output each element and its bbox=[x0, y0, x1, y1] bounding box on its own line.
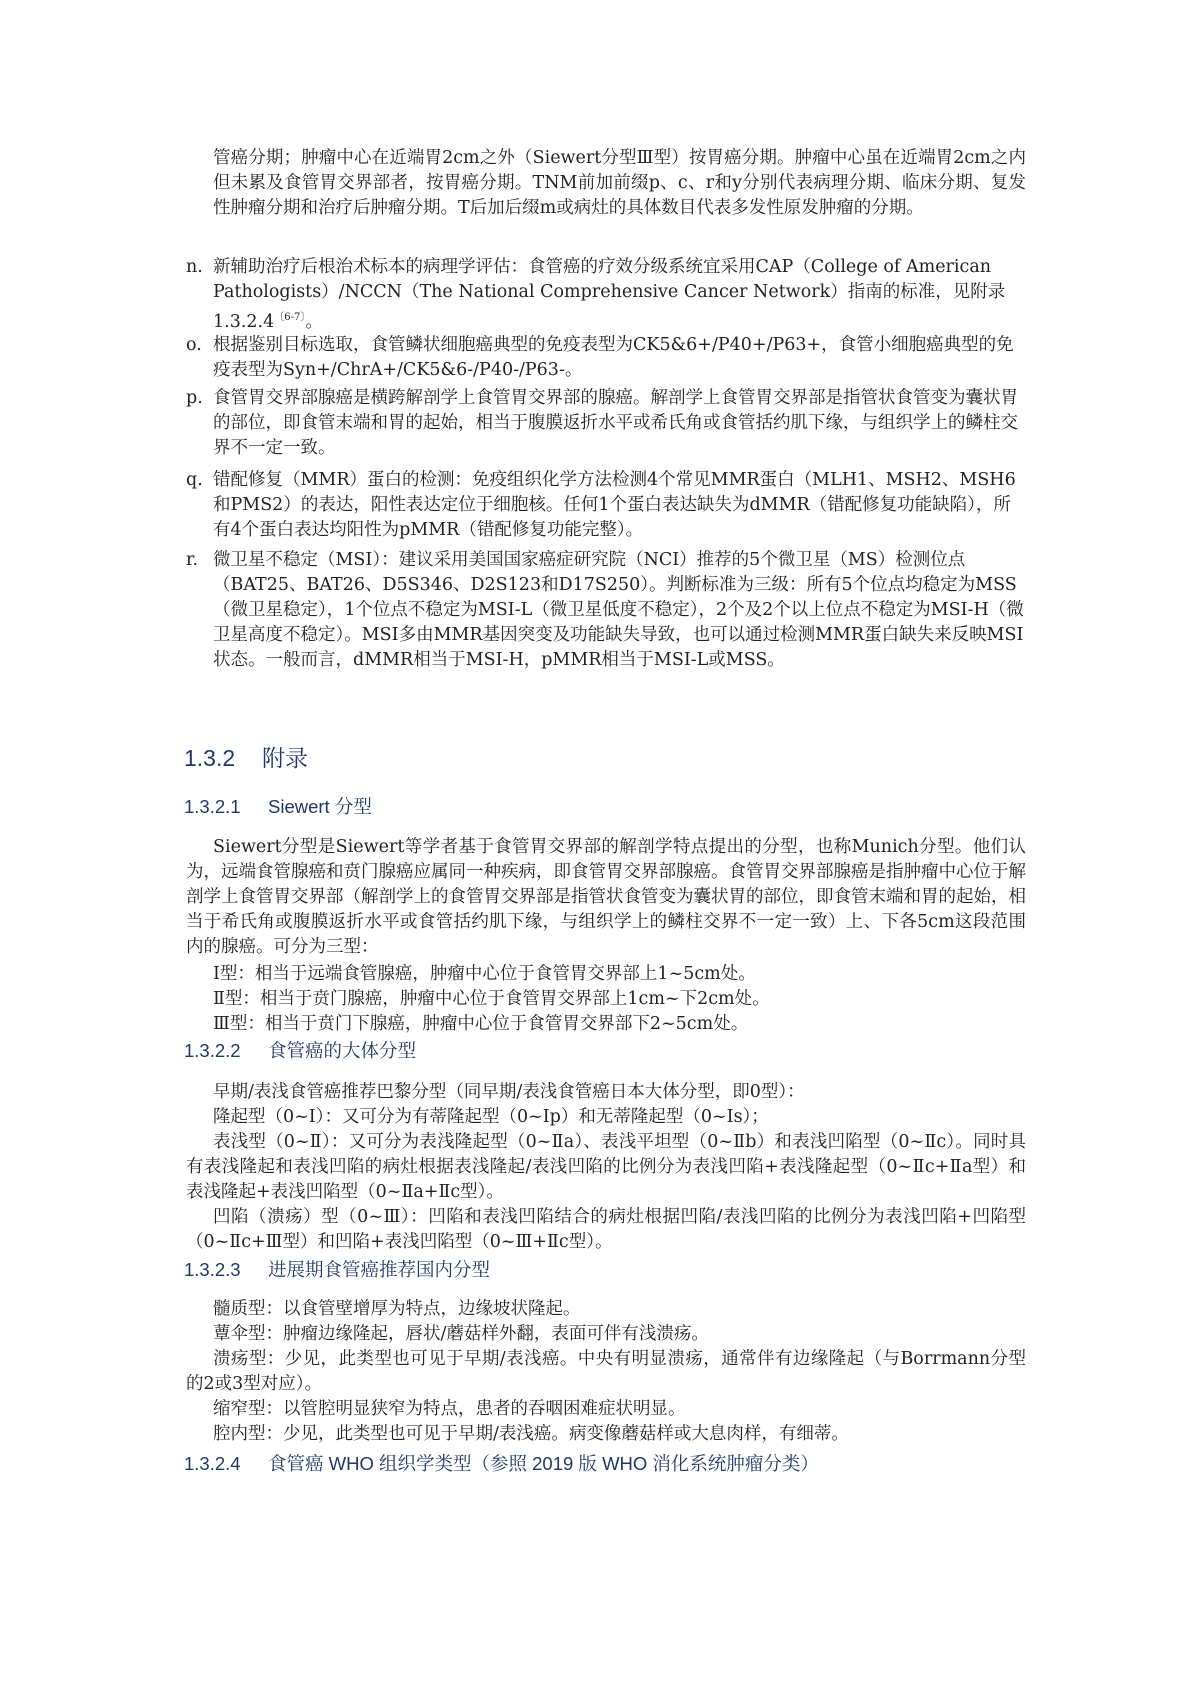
subsection-title: 进展期食管癌推荐国内分型 bbox=[268, 1259, 491, 1280]
note-p bbox=[186, 386, 1026, 461]
subsection-heading-gross-type bbox=[184, 1037, 416, 1063]
subsection-number: 1.3.2.4 bbox=[184, 1453, 241, 1474]
siewert-type-3: Ⅲ型：相当于贲门下腺癌，肿瘤中心位于食管胃交界部下2~5cm处。 bbox=[213, 1014, 749, 1034]
note-label: o. bbox=[186, 335, 202, 355]
citation-ref: 〔6-7〕 bbox=[274, 312, 306, 323]
gross-type-paragraph-depressed: 凹陷（溃疡）型（0~Ⅲ）：凹陷和表浅凹陷结合的病灶根据凹陷/表浅凹陷的比例分为表浅凹陷+凹陷型（0~Ⅱc+Ⅲ型）和凹陷+表浅凹陷型（0~Ⅲ+Ⅱc型）。 bbox=[186, 1207, 1026, 1252]
note-r bbox=[186, 548, 1026, 673]
note-tail: 。 bbox=[305, 311, 323, 332]
gross-type-line-2: 隆起型（0~Ⅰ）：又可分为有蒂隆起型（0~Ⅰp）和无蒂隆起型（0~Ⅰs）； bbox=[213, 1107, 769, 1127]
gross-type-paragraph-superficial: 表浅型（0~Ⅱ）：又可分为表浅隆起型（0~Ⅱa）、表浅平坦型（0~Ⅱb）和表浅凹陷型（0~Ⅱc）。同时具有表浅隆起和表浅凹陷的病灶根据表浅隆起/表浅凹陷的比例分为表浅凹陷+表浅隆起型（0~Ⅱc+Ⅱa型）和表浅隆起+表浅凹陷型（0~Ⅱa+Ⅱc型）。 bbox=[186, 1132, 1026, 1202]
subsection-number: 1.3.2.3 bbox=[184, 1259, 241, 1280]
section-heading-appendix bbox=[184, 740, 308, 773]
advanced-type-intraluminal: 腔内型：少见，此类型也可见于早期/表浅癌。病变像蘑菇样或大息肉样，有细蒂。 bbox=[213, 1424, 849, 1444]
siewert-type-2: Ⅱ型：相当于贲门腺癌，肿瘤中心位于食管胃交界部上1cm~下2cm处。 bbox=[213, 989, 770, 1009]
gross-type-line-1: 早期/表浅食管癌推荐巴黎分型（同早期/表浅食管癌日本大体分型，即0型）： bbox=[213, 1082, 805, 1102]
note-o bbox=[186, 333, 1026, 383]
subsection-title: 食管癌 WHO 组织学类型（参照 2019 版 WHO 消化系统肿瘤分类） bbox=[268, 1453, 819, 1474]
subsection-heading-siewert bbox=[184, 793, 372, 819]
subsection-heading-who-type bbox=[184, 1450, 819, 1476]
note-text: 错配修复（MMR）蛋白的检测：免疫组织化学方法检测4个常见MMR蛋白（MLH1、MSH2、MSH6和PMS2）的表达，阳性表达定位于细胞核。任何1个蛋白表达缺失为dMMR（错配修复功能缺陷），所有4个蛋白表达均阳性为pMMR（错配修复功能完整）。 bbox=[213, 470, 1016, 540]
note-text: 食管胃交界部腺癌是横跨解剖学上食管胃交界部的腺癌。解剖学上食管胃交界部是指管状食管变为囊状胃的部位，即食管末端和胃的起始，相当于腹膜返折水平或希氏角或食管括约肌下缘，与组织学上的鳞柱交界不一定一致。 bbox=[213, 388, 1018, 458]
subsection-number: 1.3.2.2 bbox=[184, 1040, 241, 1061]
advanced-type-constrictive: 缩窄型：以管腔明显狭窄为特点，患者的吞咽困难症状明显。 bbox=[213, 1399, 686, 1419]
note-text: 微卫星不稳定（MSI）：建议采用美国国家癌症研究院（NCI）推荐的5个微卫星（MS）检测位点（BAT25、BAT26、D5S346、D2S123和D17S250）。判断标准为三级：所有5个位点均稳定为MSS（微卫星稳定），1个位点不稳定为MSI-L（微卫星低度不稳定），2个及2个以上位点不稳定为MSI-H（微卫星高度不稳定）。MSI多由MMR基因突变及功能缺失导致，也可以通过检测MMR蛋白缺失来反映MSI状态。一般而言，dMMR相当于MSI-H，pMMR相当于MSI-L或MSS。 bbox=[213, 550, 1024, 670]
note-label: r. bbox=[186, 550, 199, 570]
subsection-heading-advanced-type bbox=[184, 1256, 490, 1282]
advanced-type-fungating: 蕈伞型：肿瘤边缘隆起，唇状/蘑菇样外翻，表面可伴有浅溃疡。 bbox=[213, 1324, 709, 1344]
note-n bbox=[186, 255, 1026, 335]
subsection-number: 1.3.2.1 bbox=[184, 796, 241, 817]
siewert-type-1: Ⅰ型：相当于远端食管腺癌，肿瘤中心位于食管胃交界部上1~5cm处。 bbox=[213, 964, 756, 984]
advanced-type-ulcerative: 溃疡型：少见，此类型也可见于早期/表浅癌。中央有明显溃疡，通常伴有边缘隆起（与Borrmann分型的2或3型对应）。 bbox=[186, 1349, 1026, 1394]
advanced-type-medullary: 髓质型：以食管壁增厚为特点，边缘坡状隆起。 bbox=[213, 1299, 581, 1319]
subsection-title: 食管癌的大体分型 bbox=[268, 1040, 417, 1061]
note-text: 新辅助治疗后根治术标本的病理学评估：食管癌的疗效分级系统宜采用CAP（College of American Pathologists）/NCCN（The National Comprehensive Cancer Network）指南的标准，见附录1.3.2.4 bbox=[213, 257, 1006, 332]
section-number: 1.3.2 bbox=[184, 745, 236, 771]
siewert-paragraph: Siewert分型是Siewert等学者基于食管胃交界部的解剖学特点提出的分型，也称Munich分型。他们认为，远端食管腺癌和贲门腺癌应属同一种疾病，即食管胃交界部腺癌。食管胃交界部腺癌是指肿瘤中心位于解剖学上食管胃交界部（解剖学上的食管胃交界部是指管状食管变为囊状胃的部位，即食管末端和胃的起始，相当于希氏角或腹膜返折水平或食管括约肌下缘，与组织学上的鳞柱交界不一定一致）上、下各5cm这段范围内的腺癌。可分为三型： bbox=[186, 837, 1026, 957]
section-title: 附录 bbox=[262, 745, 308, 771]
note-label: p. bbox=[186, 388, 203, 408]
note-label: q. bbox=[186, 470, 203, 490]
note-text: 根据鉴别目标选取，食管鳞状细胞癌典型的免疫表型为CK5&6+/P40+/P63+，食管小细胞癌典型的免疫表型为Syn+/ChrA+/CK5&6-/P40-/P63-。 bbox=[213, 335, 1014, 380]
note-label: n. bbox=[186, 257, 203, 277]
intro-paragraph: 管癌分期；肿瘤中心在近端胃2cm之外（Siewert分型Ⅲ型）按胃癌分期。肿瘤中心虽在近端胃2cm之内但未累及食管胃交界部者，按胃癌分期。TNM前加前缀p、c、r和y分别代表病理分期、临床分期、复发性肿瘤分期和治疗后肿瘤分期。T后加后缀m或病灶的具体数目代表多发性原发肿瘤的分期。 bbox=[213, 148, 1026, 218]
note-q bbox=[186, 468, 1026, 543]
subsection-title: Siewert 分型 bbox=[268, 796, 372, 817]
